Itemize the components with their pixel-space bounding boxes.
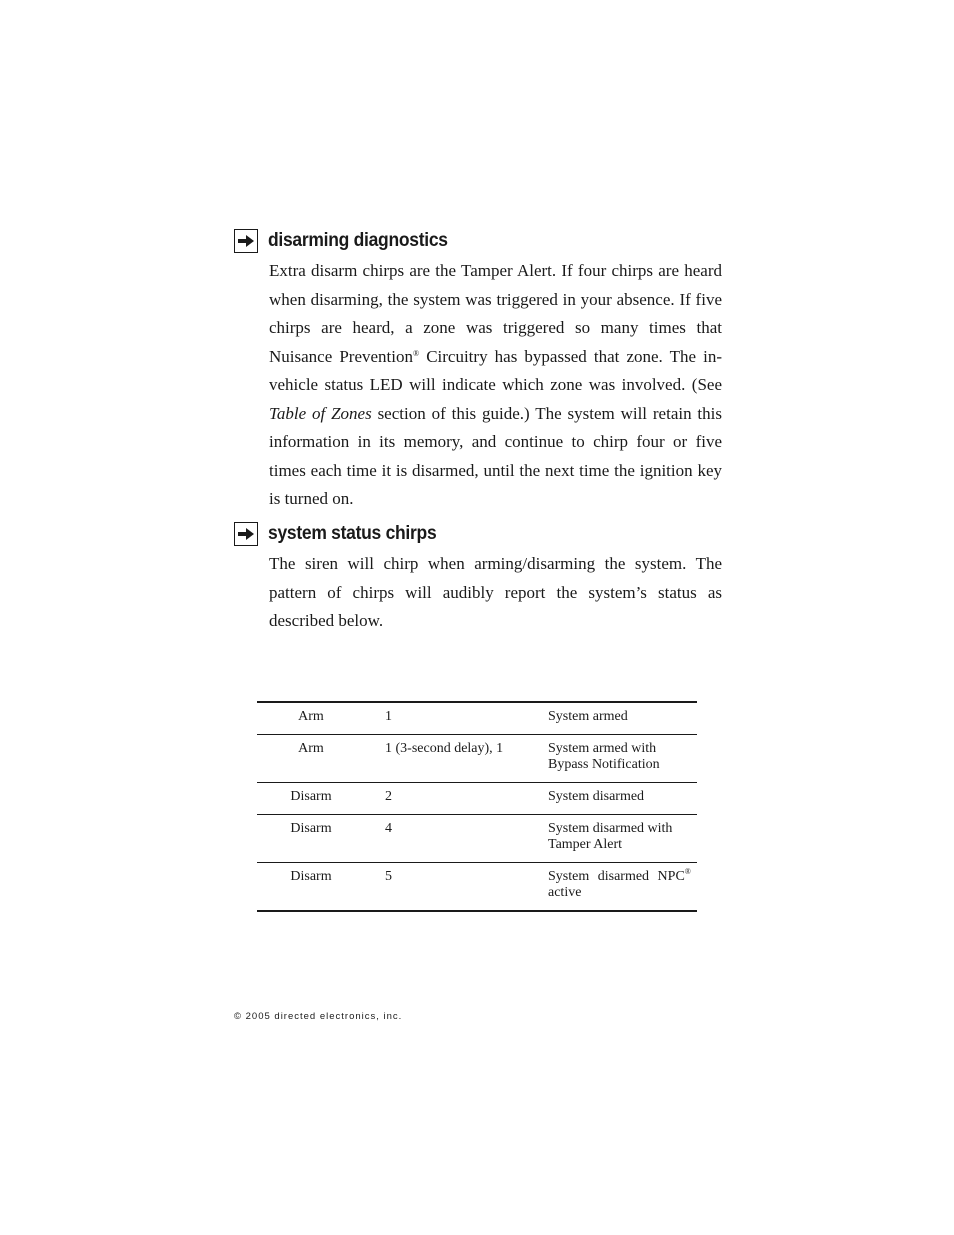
table-cell-chirps: 2 (385, 783, 548, 815)
table-row (257, 702, 697, 735)
section-paragraph: Extra disarm chirps are the Tamper Alert. If four chirps are heard when disarming, the system was triggered in your absence. If five chirps are heard, a zone was triggered so many times that Nuisance Prevention® Circuitry has bypassed that zone. The in-vehicle status LED will indicate which zone was involved. (See Table of Zones section of this guide.) The system will retain this information in its memory, and continue to chirp four or five times each time it is disarmed, until the next time the ignition key is turned on. (269, 261, 723, 508)
section-system-status-chirps (234, 520, 724, 636)
section-heading (234, 227, 724, 255)
table-cell-status: System disarmed (548, 783, 697, 815)
table-cell-chirps: 1 (385, 709, 392, 724)
copyright-footer: © 2005 directed electronics, inc. (234, 1011, 403, 1022)
section-heading (234, 520, 724, 548)
table-cell-chirps: 5 (385, 863, 548, 912)
table-cell-status: System disarmed with Tamper Alert (548, 815, 697, 863)
table-cell-action: Disarm (290, 789, 332, 804)
table-cell-status: System disarmed NPC® active (548, 863, 697, 912)
table-cell-status: System armed (548, 709, 628, 724)
section-title: disarming diagnostics (268, 230, 448, 251)
table-row (257, 863, 697, 912)
table-cell-action: Arm (298, 709, 324, 724)
table-row (257, 735, 697, 783)
arrow-right-icon (234, 522, 258, 546)
table-cell-status: System armed with Bypass Notification (548, 735, 697, 783)
table-row (257, 815, 697, 863)
section-title: system status chirps (268, 523, 437, 544)
table-cell-action: Disarm (290, 821, 332, 836)
table-cell-action: Arm (298, 741, 324, 756)
section-disarming-diagnostics (234, 227, 724, 514)
table-cell-chirps: 1 (3-second delay), 1 (385, 735, 548, 783)
table-cell-action: Disarm (290, 869, 332, 884)
table-row (257, 783, 697, 815)
section-paragraph: The siren will chirp when arming/disarming the system. The pattern of chirps will audibly report the system’s status as described below. (269, 554, 722, 630)
table-cell-chirps: 4 (385, 815, 548, 863)
arrow-right-icon (234, 229, 258, 253)
chirp-status-table (257, 701, 697, 912)
